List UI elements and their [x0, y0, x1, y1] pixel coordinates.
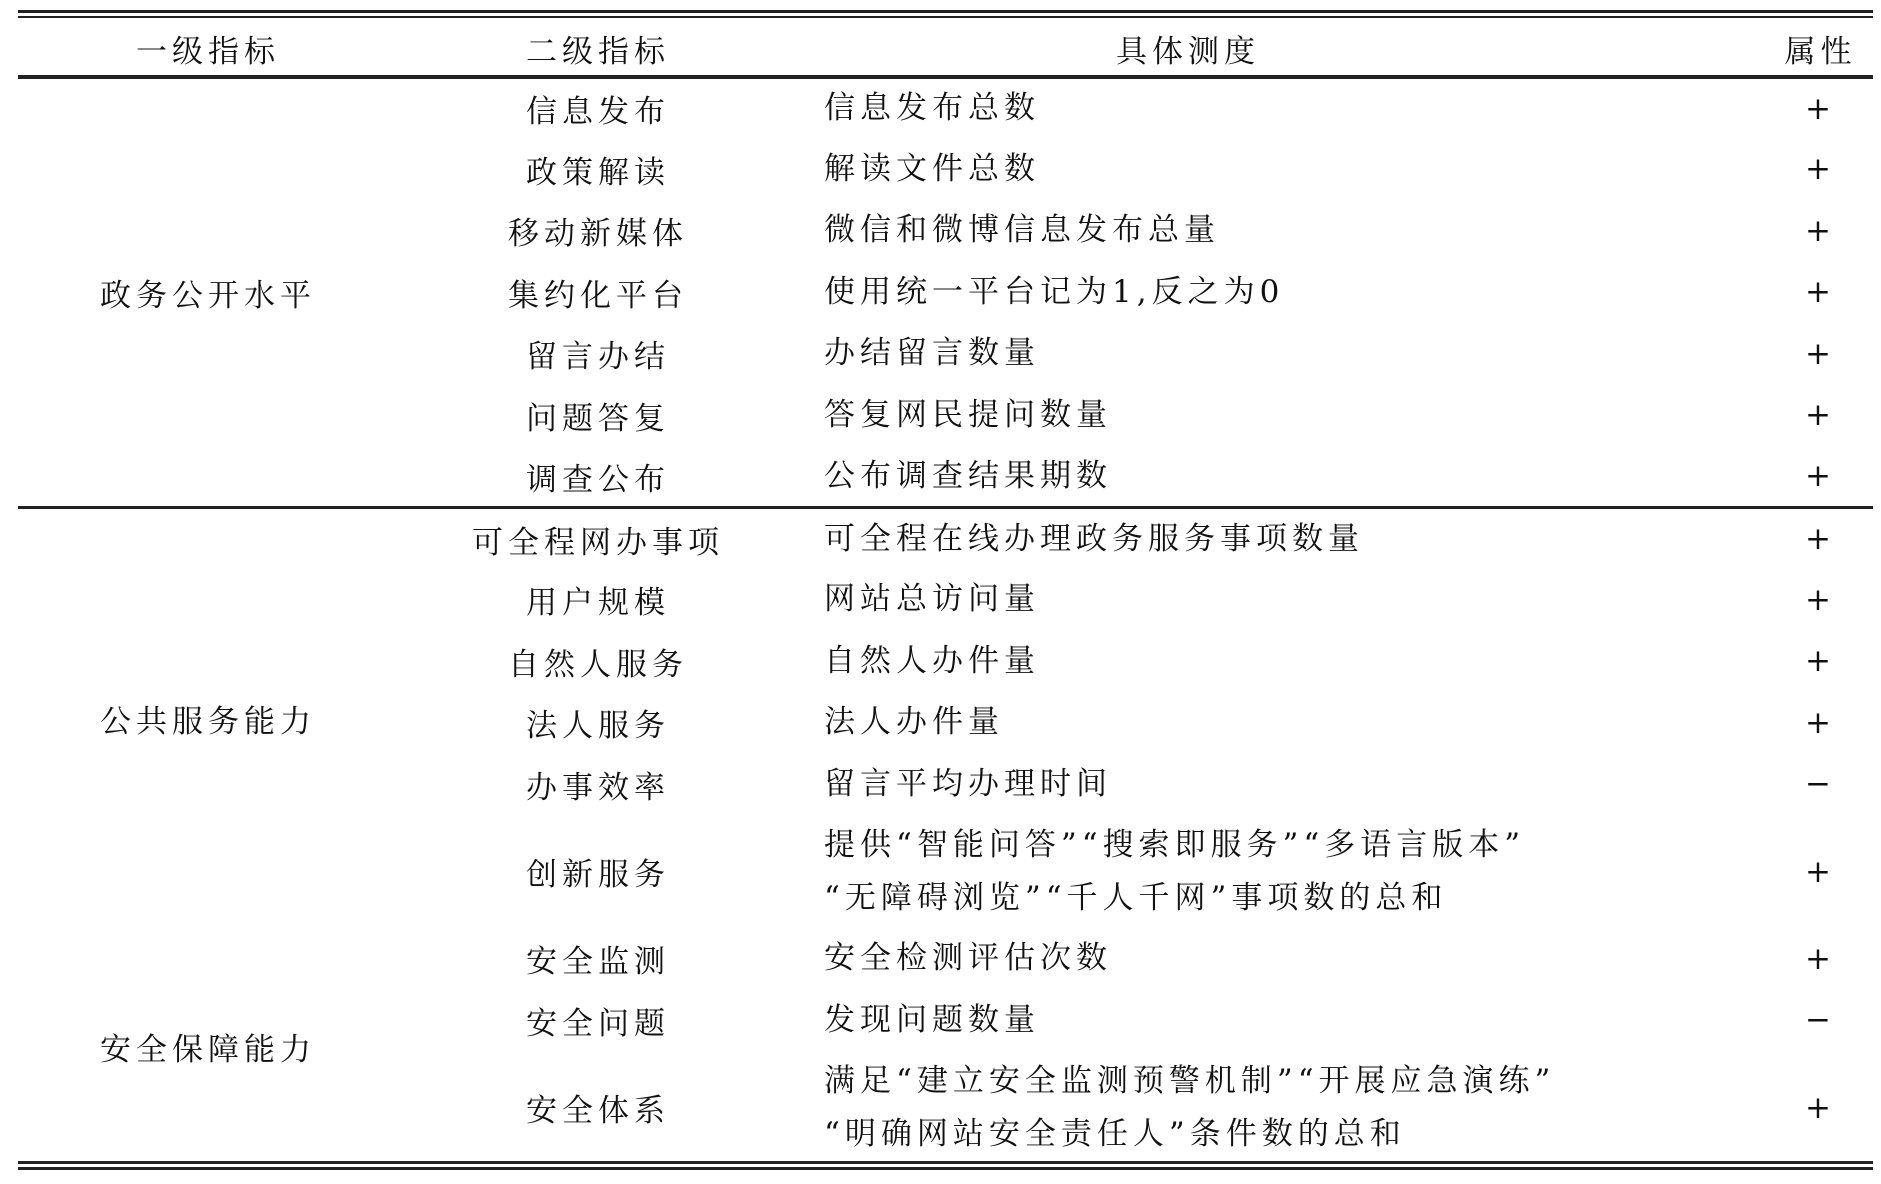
level2-indicator: 创新服务 — [526, 857, 670, 893]
level2-indicator: 可全程网办事项 — [472, 524, 724, 561]
measure-text: 安全检测评估次数 — [824, 940, 1112, 977]
measure-text: 信息发布总数 — [824, 90, 1040, 127]
measure-cell — [798, 262, 1768, 324]
level2-indicator: 留言办结 — [526, 339, 670, 376]
measure-text: 可全程在线办理政务服务事项数量 — [824, 520, 1364, 557]
measure-cell — [798, 508, 1768, 570]
bottom-double-rule-outer — [18, 1167, 1873, 1170]
attribute-sign: + — [1805, 151, 1836, 188]
measure-text: 办结留言数量 — [824, 335, 1040, 372]
top-double-rule-inner — [18, 16, 1873, 18]
attribute-sign: + — [1805, 853, 1836, 890]
level2-indicator: 法人服务 — [526, 708, 670, 745]
level2-indicator: 安全问题 — [526, 1005, 670, 1042]
level2-indicator: 问题答复 — [526, 400, 670, 437]
measure-text: 发现问题数量 — [824, 1001, 1040, 1038]
measure-text: 留言平均办理时间 — [824, 765, 1112, 802]
attribute-sign: − — [1805, 766, 1836, 803]
level2-indicator: 自然人服务 — [508, 646, 688, 683]
measure-cell — [798, 139, 1768, 201]
level2-indicator: 信息发布 — [526, 94, 670, 131]
attribute-sign: + — [1805, 212, 1836, 249]
attribute-sign: + — [1805, 521, 1836, 557]
attribute-sign: + — [1805, 397, 1836, 434]
measure-cell — [798, 928, 1768, 990]
measure-text: “无障碍浏览”“千人千网”事项数的总和 — [824, 879, 1448, 916]
level2-indicator: 移动新媒体 — [508, 216, 688, 253]
measure-cell — [798, 990, 1768, 1052]
level1-indicator: 公共服务能力 — [100, 704, 316, 740]
attribute-sign: + — [1805, 940, 1836, 977]
attribute-sign: − — [1805, 1002, 1836, 1039]
attribute-sign: + — [1805, 90, 1836, 127]
header-measure: 具体测度 — [1116, 33, 1260, 70]
attribute-sign: + — [1805, 274, 1836, 311]
measure-cell — [798, 446, 1768, 508]
attribute-sign: + — [1805, 335, 1836, 372]
level2-indicator: 调查公布 — [526, 461, 670, 498]
attribute-sign: + — [1805, 581, 1836, 618]
level2-indicator: 政策解读 — [526, 154, 670, 191]
measure-cell — [798, 1051, 1768, 1164]
indicator-table — [18, 21, 1873, 1164]
bottom-double-rule-inner — [18, 1161, 1873, 1164]
measure-text: 网站总访问量 — [824, 581, 1040, 618]
attribute-sign: + — [1805, 643, 1836, 680]
measure-text: 答复网民提问数量 — [824, 396, 1112, 433]
measure-text: 提供“智能问答”“搜索即服务”“多语言版本” — [824, 826, 1526, 863]
level1-indicator: 政务公开水平 — [100, 278, 316, 314]
level2-indicator: 办事效率 — [526, 769, 670, 806]
measure-cell — [798, 692, 1768, 754]
measure-text: 满足“建立安全监测预警机制”“开展应急演练” — [824, 1062, 1556, 1099]
measure-cell — [798, 754, 1768, 816]
measure-cell — [798, 385, 1768, 447]
level1-indicator: 安全保障能力 — [100, 1031, 316, 1068]
measure-cell — [798, 569, 1768, 631]
measure-cell — [798, 323, 1768, 385]
header-level2: 二级指标 — [526, 33, 670, 70]
measure-cell — [798, 631, 1768, 693]
level2-indicator: 用户规模 — [526, 585, 670, 622]
level2-indicator: 安全体系 — [526, 1093, 670, 1129]
measure-text: 微信和微博信息发布总量 — [824, 212, 1220, 249]
measure-text: 自然人办件量 — [824, 642, 1040, 679]
measure-text: “明确网站安全责任人”条件数的总和 — [824, 1115, 1406, 1152]
measure-text: 公布调查结果期数 — [824, 457, 1112, 494]
level2-indicator: 集约化平台 — [508, 277, 688, 314]
table-body — [18, 77, 1873, 1164]
header-level1: 一级指标 — [136, 33, 280, 70]
measure-text: 解读文件总数 — [824, 150, 1040, 187]
attribute-sign: + — [1805, 704, 1836, 741]
measure-cell — [798, 77, 1768, 139]
measure-text: 法人办件量 — [824, 704, 1004, 741]
table-row — [18, 77, 1873, 139]
measure-cell — [798, 815, 1768, 928]
attribute-sign: + — [1805, 1089, 1836, 1126]
table-row — [18, 508, 1873, 570]
header-attribute: 属性 — [1784, 33, 1857, 70]
top-double-rule-outer — [18, 10, 1873, 13]
measure-cell — [798, 200, 1768, 262]
header-row — [18, 21, 1873, 77]
table-row — [18, 928, 1873, 990]
attribute-sign: + — [1805, 458, 1836, 494]
level2-indicator: 安全监测 — [526, 944, 670, 981]
measure-text: 使用统一平台记为1,反之为0 — [824, 273, 1285, 310]
